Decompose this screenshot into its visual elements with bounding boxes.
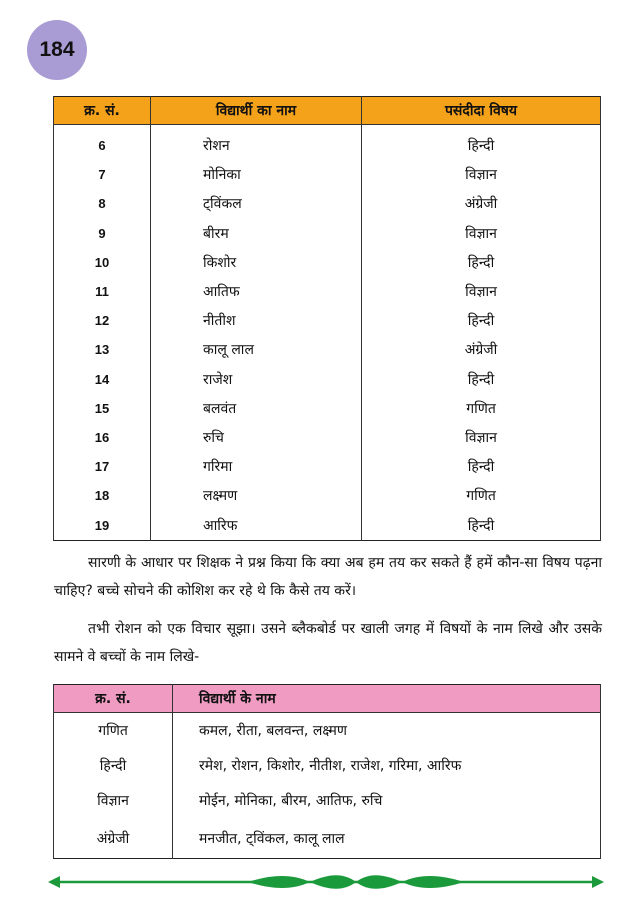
student-preference-table [53, 96, 601, 541]
subject-cell: विज्ञान [362, 277, 601, 306]
subject-cell: हिन्दी [362, 248, 601, 277]
subject-cell: हिन्दी [362, 452, 601, 481]
student-name-cell: राजेश [151, 365, 362, 394]
subject-cell: गणित [54, 713, 173, 749]
paragraph-roshan-idea: तभी रोशन को एक विचार सूझा। उसने ब्लैकबोर्ड पर खाली जगह में विषयों के नाम लिखे और उसके सामने वे बच्चों के नाम लिखे- [54, 621, 602, 665]
arrow-left-icon [48, 876, 60, 888]
student-names-cell: रमेश, रोशन, किशोर, नीतीश, राजेश, गरिमा, आरिफ [173, 748, 601, 783]
header-student-name: विद्यार्थी का नाम [151, 97, 362, 125]
header-serial: क्र. सं. [54, 97, 151, 125]
subject-cell: हिन्दी [362, 125, 601, 161]
subject-cell: विज्ञान [362, 423, 601, 452]
student-name-cell: मोनिका [151, 160, 362, 189]
leaf-ornament-icon [248, 876, 310, 888]
table-row [54, 748, 601, 783]
table-row [54, 481, 601, 510]
table-row [54, 394, 601, 423]
leaf-ornament-icon [310, 875, 356, 889]
student-name-cell: किशोर [151, 248, 362, 277]
student-names-cell: मोईन, मोनिका, बीरम, आतिफ, रुचि [173, 783, 601, 818]
student-name-cell: कालू लाल [151, 335, 362, 364]
student-name-cell: बीरम [151, 219, 362, 248]
student-name-cell: आरिफ [151, 510, 362, 540]
table-row [54, 818, 601, 859]
serial-cell: 7 [54, 160, 151, 189]
subject-cell: हिन्दी [362, 510, 601, 540]
subject-cell: विज्ञान [362, 219, 601, 248]
subject-cell: हिन्दी [54, 748, 173, 783]
table-header-row [54, 685, 601, 713]
subject-cell: विज्ञान [54, 783, 173, 818]
table-row [54, 783, 601, 818]
table-row [54, 189, 601, 218]
table-row [54, 510, 601, 540]
student-name-cell: बलवंत [151, 394, 362, 423]
subject-cell: अंग्रेजी [362, 335, 601, 364]
table-row [54, 365, 601, 394]
page-number: 184 [39, 38, 75, 61]
decorative-divider [48, 873, 604, 891]
student-name-cell: रुचि [151, 423, 362, 452]
serial-cell: 8 [54, 189, 151, 218]
table-row [54, 713, 601, 749]
serial-cell: 9 [54, 219, 151, 248]
table-row [54, 452, 601, 481]
page-number-badge [27, 20, 87, 80]
student-names-cell: मनजीत, ट्विंकल, कालू लाल [173, 818, 601, 859]
table-row [54, 306, 601, 335]
header-favorite-subject: पसंदीदा विषय [362, 97, 601, 125]
serial-cell: 11 [54, 277, 151, 306]
subject-cell: हिन्दी [362, 365, 601, 394]
subject-cell: गणित [362, 394, 601, 423]
table-row [54, 219, 601, 248]
student-names-cell: कमल, रीता, बलवन्त, लक्ष्मण [173, 713, 601, 749]
serial-cell: 6 [54, 125, 151, 161]
student-name-cell: लक्ष्मण [151, 481, 362, 510]
header-serial: क्र. सं. [54, 685, 173, 713]
subject-cell: विज्ञान [362, 160, 601, 189]
table-row [54, 335, 601, 364]
student-name-cell: ट्विंकल [151, 189, 362, 218]
serial-cell: 16 [54, 423, 151, 452]
serial-cell: 12 [54, 306, 151, 335]
table-row [54, 160, 601, 189]
header-student-names: विद्यार्थी के नाम [173, 685, 601, 713]
student-name-cell: रोशन [151, 125, 362, 161]
subject-cell: हिन्दी [362, 306, 601, 335]
arrow-right-icon [592, 876, 604, 888]
subject-cell: गणित [362, 481, 601, 510]
subject-cell: अंग्रेजी [54, 818, 173, 859]
table-row [54, 248, 601, 277]
table-row [54, 125, 601, 161]
student-name-cell: गरिमा [151, 452, 362, 481]
serial-cell: 18 [54, 481, 151, 510]
serial-cell: 10 [54, 248, 151, 277]
student-name-cell: नीतीश [151, 306, 362, 335]
table-header-row [54, 97, 601, 125]
table-row [54, 423, 601, 452]
serial-cell: 13 [54, 335, 151, 364]
serial-cell: 14 [54, 365, 151, 394]
table-row [54, 277, 601, 306]
leaf-ornament-icon [402, 876, 464, 888]
serial-cell: 15 [54, 394, 151, 423]
serial-cell: 17 [54, 452, 151, 481]
student-name-cell: आतिफ [151, 277, 362, 306]
leaf-ornament-icon [356, 875, 402, 889]
subject-students-table [53, 684, 601, 859]
paragraph-teacher-question: सारणी के आधार पर शिक्षक ने प्रश्न किया कि क्या अब हम तय कर सकते हैं हमें कौन-सा विषय पढ़ना चाहिए? बच्चे सोचने की कोशिश कर रहे थे कि कैसे तय करें। [54, 555, 602, 599]
serial-cell: 19 [54, 510, 151, 540]
subject-cell: अंग्रेजी [362, 189, 601, 218]
